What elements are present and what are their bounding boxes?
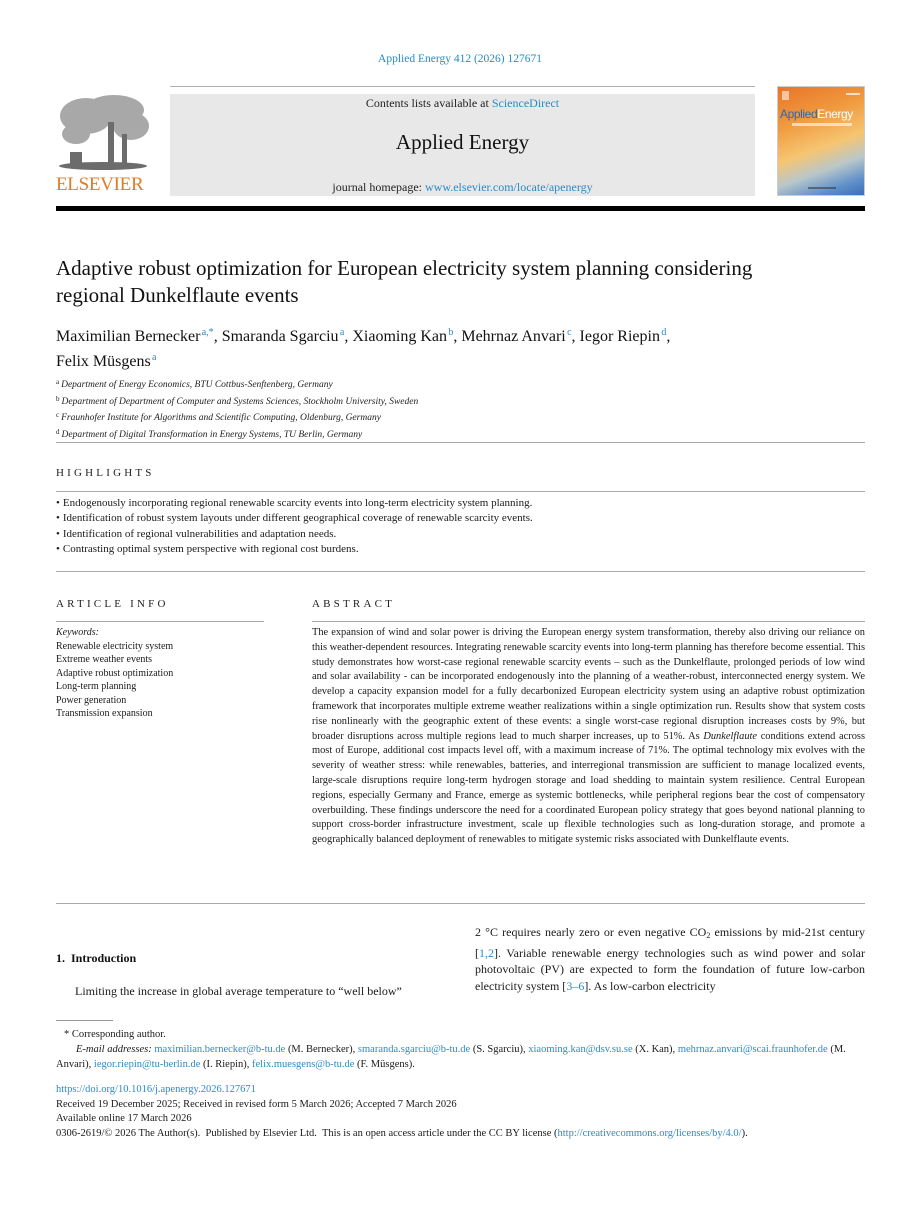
email-addresses [56,1042,866,1072]
author-affiliation-ref[interactable]: a [152,352,157,363]
divider [312,621,865,622]
author-name[interactable]: Iegor Riepin [579,328,660,345]
divider [56,571,865,572]
highlight-item: • Identification of regional vulnerabilities and adaptation needs. [56,527,856,542]
sciencedirect-link[interactable]: ScienceDirect [491,96,560,110]
affiliation-key: a [56,378,60,386]
keyword-item: Long-term planning [56,681,137,692]
affiliation-key: b [56,394,60,403]
author-affiliation-ref[interactable]: d [661,327,667,338]
header-divider [56,206,865,211]
available-online: Available online 17 March 2026 [56,1113,192,1125]
abstract-part: The expansion of wind and solar power is driving the European energy system transformation, thereby also driving our reliance on this weather-dependent resources. Integrating renewable scarcity events into long-term planning has therefore become essential. This study demonstrates how worst-case regional renewable scarcity events – such as the Dunkelflaute, prolonged periods of low wind and solar availability - can be incorporated endogenously into the planning of a weather-robust, interconnected energy system. We develop a capacity expansion model for a fully decarbonized European electricity system using an adaptive robust optimization framework that incorporates multiple extreme weather realizations within a single optimization run. Results show that system costs rise nonlinearly with the geographic extent of these events: a single worst-case regional disruption increases costs by 9%, but broader disruptions across multiple regions lead to much sharper increases, up to 51%. As [312,627,865,742]
intro-fragment: ]. Variable renewable energy technologies such as wind power and solar photovoltaic (PV) are expected to form the foundation of future low-carbon electricity system [ [475,945,865,993]
email-owner: (M. Anvari), [56,1044,846,1070]
affiliation-list [56,376,846,442]
cover-title-part1: Applied [780,107,818,121]
license-statement [56,1127,871,1142]
divider [56,621,264,622]
highlight-item: • Contrasting optimal system perspective with regional cost burdens. [56,542,856,557]
keyword-item: Extreme weather events [56,654,153,665]
author-affiliation-ref[interactable]: b [448,327,454,338]
divider [56,903,865,904]
affiliation-key: d [56,427,60,436]
article-title: Adaptive robust optimization for European electricity system planning considering regional Dunkelflaute events [56,256,753,307]
author-affiliation-ref[interactable]: c [567,327,572,338]
cover-issn [846,93,860,95]
author-name[interactable]: Mehrnaz Anvari [461,328,566,345]
license-text: 0306-2619/© 2026 The Author(s). Published by Elsevier Ltd. This is an open access article under the CC BY license ( [56,1127,558,1139]
keyword-item: Power generation [56,694,127,706]
email-owner: (S. Sgarciu), [470,1044,529,1055]
keywords-label: Keywords: [56,627,99,638]
affiliation-text: Department of Digital Transformation in Energy Systems, TU Berlin, Germany [61,429,363,440]
highlights-list [56,496,856,557]
elsevier-logo[interactable] [56,94,150,198]
intro-fragment: 2 °C requires nearly zero or even negative CO [475,925,707,939]
keywords-list [56,626,264,721]
affiliation-text: Department of Department of Computer and Systems Sciences, Stockholm University, Sweden [61,396,419,407]
email-owner: (I. Riepin), [200,1059,253,1070]
article-info-heading: ARTICLE INFO [56,598,169,610]
cover-publisher-mark [782,91,789,100]
cover-title-part2: Energy [817,107,853,121]
citation-link[interactable]: 3–6 [566,978,585,993]
affiliation-item [56,376,846,393]
author-name[interactable]: Maximilian Bernecker [56,328,201,345]
affiliation-item [56,393,846,410]
contents-prefix: Contents lists available at [365,96,492,110]
email-label: E-mail addresses: [76,1044,152,1055]
journal-title: Applied Energy [395,130,530,154]
footnotes [56,1027,866,1072]
email-link[interactable]: smaranda.sgarciu@b-tu.de [357,1044,471,1055]
email-link[interactable]: mehrnaz.anvari@scai.fraunhofer.de [677,1044,828,1055]
email-link[interactable]: felix.muesgens@b-tu.de [252,1059,355,1070]
email-owner: (X. Kan), [632,1044,678,1055]
intro-fragment: ]. As low-carbon electricity [584,978,716,993]
journal-masthead [170,94,755,196]
introduction-heading: 1. Introduction [56,951,137,965]
author-list: Maximilian Bernecker $^{a,*}$, Smaranda Sgarciu $^a$, Xiaoming Kan $^b$, Mehrnaz Anvari $^c$, Iegor Riepin $^d$, Felix Müsgens $^a$ [56,327,671,370]
journal-cover-image[interactable] [777,86,865,196]
abstract-text [312,626,865,848]
license-text: ). [741,1127,748,1139]
license-link[interactable]: http://creativecommons.org/licenses/by/4.0/ [557,1127,742,1139]
email-owner: (M. Bernecker), [285,1044,358,1055]
elsevier-wordmark: ELSEVIER [56,174,144,195]
divider [56,442,865,443]
email-link[interactable]: xiaoming.kan@dsv.su.se [528,1044,633,1055]
footnote-rule [56,1020,113,1021]
keyword-item: Renewable electricity system [56,640,174,652]
highlight-item: • Identification of robust system layouts under different geographical coverage of renewable scarcity events. [56,511,856,526]
email-owner: (F. Müsgens). [354,1059,415,1070]
homepage-link[interactable]: www.elsevier.com/locate/apenergy [425,180,593,194]
publication-history: Received 19 December 2025; Received in revised form 5 March 2026; Accepted 7 March 2026 [56,1098,457,1110]
abstract-italic-term: Dunkelflaute [703,730,758,742]
citation-link[interactable]: 1,2 [479,945,494,960]
abstract-part: conditions extend across most of Europe, additional cost impacts level off, with a maximum increase of 71%. The optimal technology mix evolves with the severity of weather stress: while renewables, batteries, and interregional transmission are sufficient to manage localized events, large-scale disruptions require long-term hydrogen storage and load shedding to maintain system resilience. Central European regions, especially Germany and France, emerge as systemic bottlenecks, while peripheral regions bear the cost of compensatory overbuilding. These findings underscore the need for a coordinated European policy strategy that goes beyond national planning to support cross-border infrastructure investment, scale up flexible technologies such as long-duration storage, and promote a geographically balanced deployment of renewables to mitigate systemic risks associated with Dunkelflaute events. [312,730,865,846]
affiliation-text: Department of Energy Economics, BTU Cottbus-Senftenberg, Germany [61,380,333,390]
cover-subtitle [792,123,852,126]
doi-link[interactable]: https://doi.org/10.1016/j.apenergy.2026.127671 [56,1084,256,1095]
divider [56,491,865,492]
affiliation-item [56,409,846,426]
email-link[interactable]: maximilian.bernecker@b-tu.de [154,1044,286,1055]
author-name[interactable]: Smaranda Sgarciu [221,328,339,345]
affiliation-text: Fraunhofer Institute for Algorithms and Scientific Computing, Oldenburg, Germany [61,413,381,423]
highlights-heading: HIGHLIGHTS [56,467,155,479]
header-top-rule [170,86,755,87]
cover-bottom-mark [808,187,836,189]
highlight-item: • Endogenously incorporating regional renewable scarcity events into long-term electricity system planning. [56,496,856,511]
email-link[interactable]: iegor.riepin@tu-berlin.de [93,1059,201,1070]
keyword-item: Transmission expansion [56,708,153,719]
intro-fragment: emissions by mid-21st century [ [475,925,865,960]
affiliation-key: c [56,411,60,419]
author-affiliation-ref[interactable]: a [339,327,345,338]
affiliation-item [56,426,846,443]
keyword-item: Adaptive robust optimization [56,667,174,679]
cover-title [780,107,864,121]
author-affiliation-ref[interactable]: a,* [201,327,214,338]
introduction-text-left: Limiting the increase in global average temperature to “well below” [75,984,402,998]
homepage-prefix: journal homepage: [332,180,426,194]
intro-subscript: 2 [706,931,711,940]
author-name[interactable]: Xiaoming Kan [352,328,447,345]
corresponding-author-note: * Corresponding author. [64,1029,166,1040]
publication-info [56,1083,871,1141]
abstract-heading: ABSTRACT [312,598,396,610]
journal-homepage [170,180,755,195]
contents-availability [170,96,755,111]
journal-citation[interactable]: Applied Energy 412 (2026) 127671 [378,53,542,65]
author-name[interactable]: Felix Müsgens [56,353,151,370]
introduction-text-right [475,924,865,994]
elsevier-tree-icon [56,94,150,174]
